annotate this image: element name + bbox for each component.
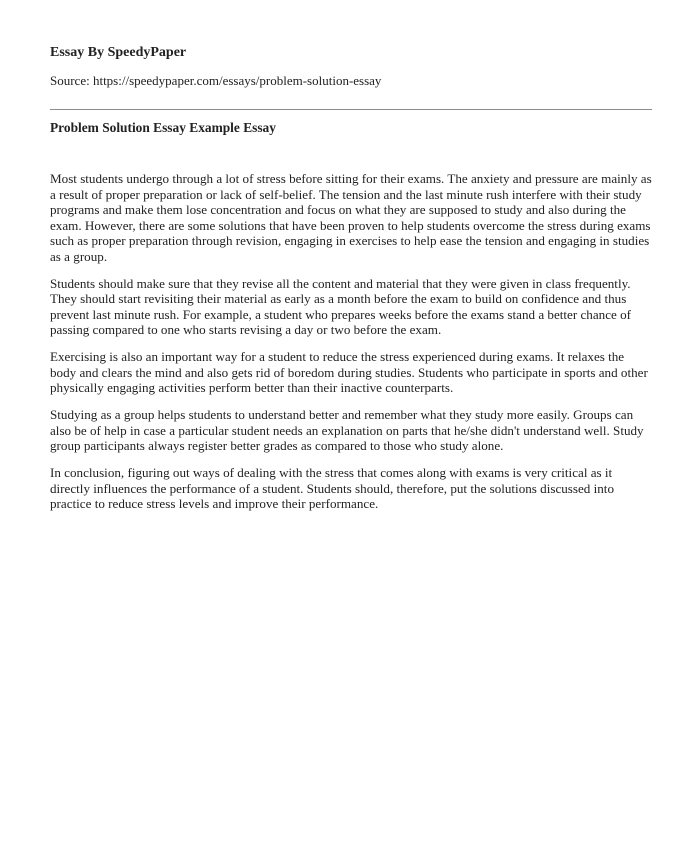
essay-paragraph: Exercising is also an important way for a student to reduce the stress experienced during exams. It relaxes the body and clears the mind and also gets rid of boredom during studies. Students who participate in sports and other physically engaging activities perform better than their inactive counterparts.: [50, 349, 648, 395]
essay-paragraph: Students should make sure that they revise all the content and material that they were given in class frequently. They should start revisiting their material as early as a month before the exam to build on confidence and thus prevent last minute rush. For example, a student who prepares weeks before the exams stand a better chance of passing compared to one who starts revising a day or two before the exam.: [50, 275, 632, 337]
document-header-title: Essay By SpeedyPaper: [50, 45, 187, 60]
essay-body: [50, 171, 652, 523]
essay-paragraph: Studying as a group helps students to understand better and remember what they study more easily. Groups can also be of help in case a particular student needs an explanation on parts that he/she didn't understand well. Study group participants always register better grades as compared to those who study alone.: [50, 407, 644, 453]
essay-paragraph: Most students undergo through a lot of stress before sitting for their exams. The anxiety and pressure are mainly as a result of proper preparation or lack of self-belief. The tension and the last minute rush interfere with their study programs and make them lose concentration and focus on what they are supposed to study and also during the exam. However, there are some solutions that have been proven to help students overcome the stress during exams such as proper preparation through revision, engaging in exercises to help ease the tension and engaging in studies as a group.: [50, 171, 652, 264]
document-source-line: Source: https://speedypaper.com/essays/problem-solution-essay: [50, 73, 382, 88]
essay-title: Problem Solution Essay Example Essay: [50, 120, 276, 135]
header-divider: [50, 109, 652, 110]
essay-paragraph: In conclusion, figuring out ways of dealing with the stress that comes along with exams is very critical as it directly influences the performance of a student. Students should, therefore, put the solutions discussed into practice to reduce stress levels and improve their performance.: [50, 465, 614, 511]
